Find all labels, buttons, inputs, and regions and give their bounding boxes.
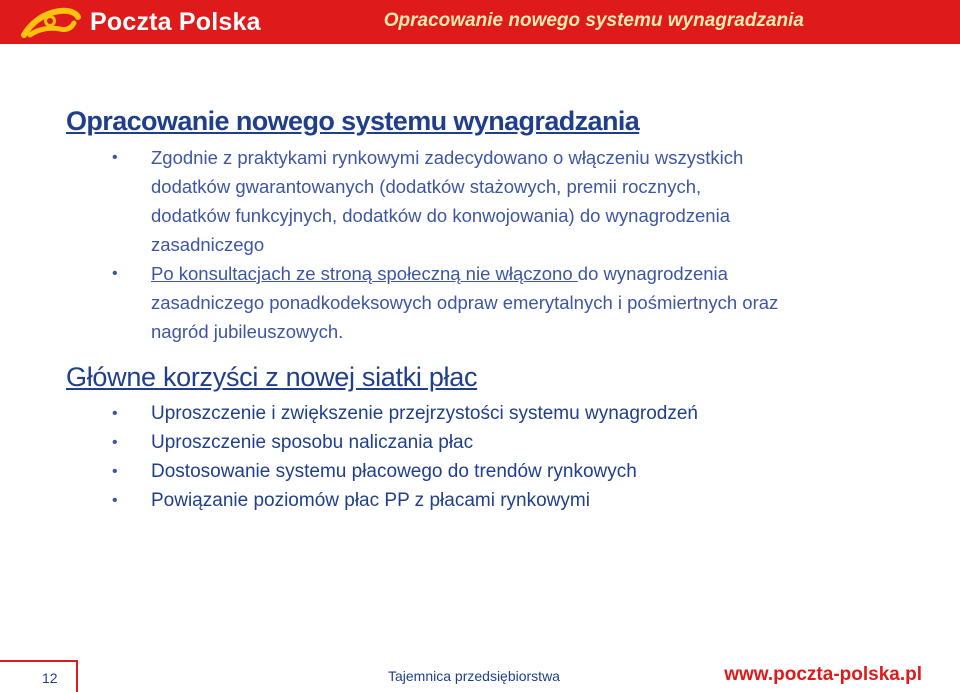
slide-content	[66, 106, 926, 515]
post-horn-icon	[20, 5, 84, 39]
section-2-title: Główne korzyści z nowej siatki płac	[66, 362, 478, 392]
section-1-title: Opracowanie nowego systemu wynagradzania	[66, 106, 640, 136]
list-item: • Uproszczenie i zwiększenie przejrzystości systemu wynagrodzeń	[66, 399, 926, 428]
section-1-list	[66, 143, 926, 346]
bullet-1-line-3: dodatków funkcyjnych, dodatków do konwojowania) do wynagrodzenia	[151, 205, 730, 226]
brand-name: Poczta Polska	[90, 7, 261, 36]
list-item: • Dostosowanie systemu płacowego do trendów rynkowych	[66, 457, 926, 486]
page-number-frame	[0, 660, 78, 692]
bullet-2-underlined-text: Po konsultacjach ze stroną społeczną nie włączono	[151, 263, 578, 284]
list-item	[66, 143, 926, 259]
confidential-label: Tajemnica przedsiębiorstwa	[388, 668, 560, 684]
list-item: • Powiązanie poziomów płac PP z płacami rynkowymi	[66, 486, 926, 515]
header-title: Opracowanie nowego systemu wynagradzania	[383, 10, 804, 31]
list-item: • Uproszczenie sposobu naliczania płac	[66, 428, 926, 457]
brand-logo[interactable]	[20, 4, 261, 40]
list-item	[66, 259, 926, 346]
bullet-1-line-4: zasadniczego	[151, 234, 265, 255]
bullet-2-line-3: nagród jubileuszowych.	[151, 321, 344, 342]
page-number: 12	[42, 670, 58, 686]
header-bar	[0, 0, 960, 44]
bullet-2-rest: do wynagrodzenia	[577, 263, 728, 284]
bullet-1-line-2: dodatków gwarantowanych (dodatków stażowych, premii rocznych,	[151, 176, 702, 197]
bullet-2-line-2: zasadniczego ponadkodeksowych odpraw emerytalnych i pośmiertnych oraz	[151, 292, 779, 313]
section-2-list	[66, 399, 926, 515]
website-link[interactable]: www.poczta-polska.pl	[724, 664, 922, 685]
bullet-1-line-1: Zgodnie z praktykami rynkowymi zadecydowano o włączeniu wszystkich	[151, 147, 744, 168]
